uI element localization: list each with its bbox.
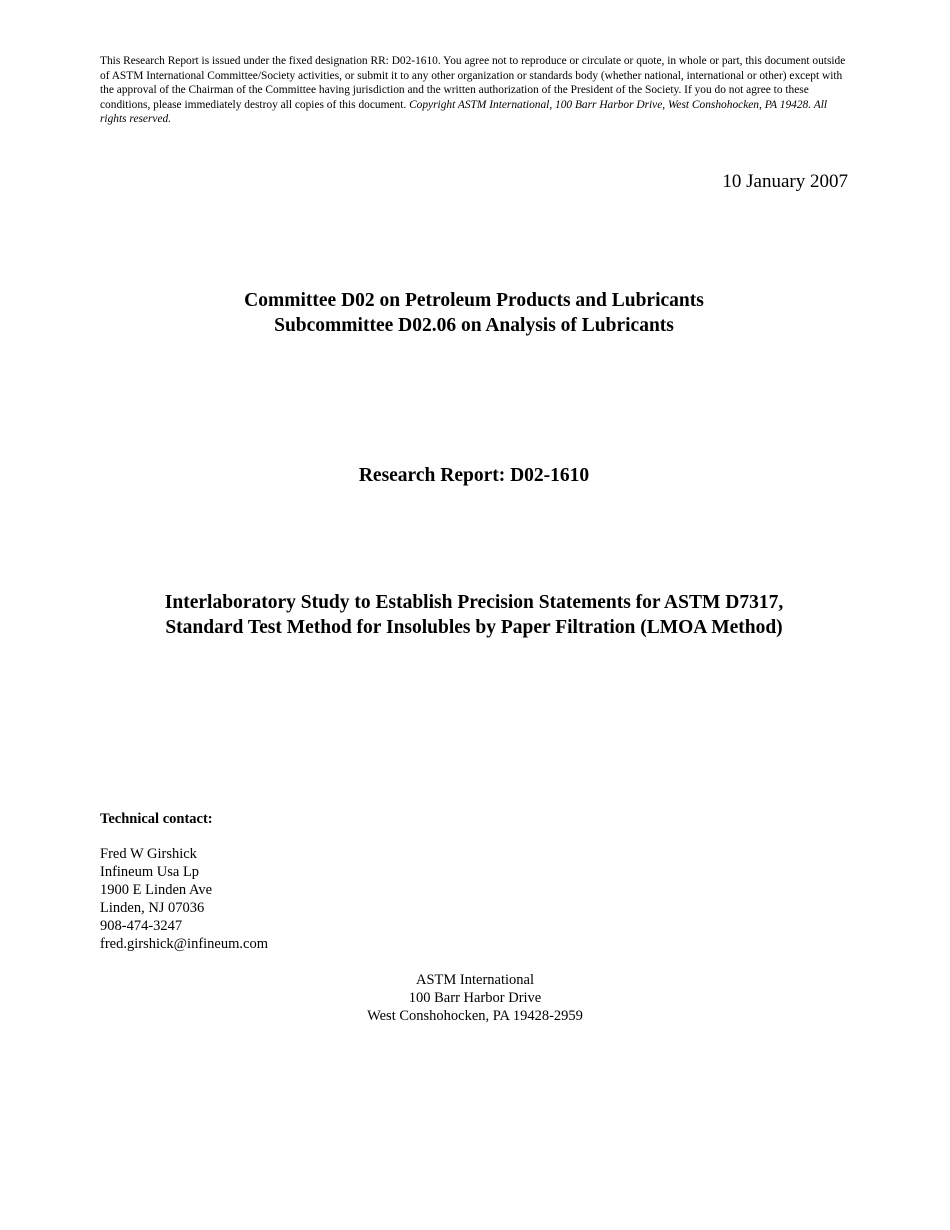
study-title-line-2: Standard Test Method for Insolubles by Paper Filtration (LMOA Method) xyxy=(165,617,783,638)
contact-company: Infineum Usa Lp xyxy=(100,864,200,880)
technical-contact-block xyxy=(100,845,268,953)
subcommittee-name: Subcommittee D02.06 on Analysis of Lubricants xyxy=(274,315,674,336)
technical-contact-heading: Technical contact: xyxy=(100,811,213,827)
contact-phone: 908-474-3247 xyxy=(100,918,183,934)
study-title xyxy=(0,590,949,640)
contact-email: fred.girshick@infineum.com xyxy=(100,936,268,952)
copyright-notice xyxy=(100,54,850,127)
contact-street: 1900 E Linden Ave xyxy=(100,882,213,898)
address-city: West Conshohocken, PA 19428-2959 xyxy=(367,1008,583,1024)
notice-lead-text: This Research Report xyxy=(100,55,199,67)
address-org: ASTM International xyxy=(416,972,534,988)
study-title-line-1: Interlaboratory Study to Establish Precision Statements for ASTM D7317, xyxy=(164,592,784,613)
address-street: 100 Barr Harbor Drive xyxy=(408,990,542,1006)
research-report-id: Research Report: D02-1610 xyxy=(358,465,590,486)
committee-heading xyxy=(0,288,949,338)
committee-name: Committee D02 on Petroleum Products and Lubricants xyxy=(244,290,704,311)
notice-copyright-text: Copyright ASTM International, 100 Barr Harbor Drive, West Conshohocken, PA 19428. All rights reserved. xyxy=(100,98,828,125)
report-date: 10 January 2007 xyxy=(722,171,848,192)
contact-name: Fred W Girshick xyxy=(100,846,197,862)
contact-city: Linden, NJ 07036 xyxy=(100,900,205,916)
astm-address-block xyxy=(0,971,950,1025)
notice-body-text: is issued under the fixed designation RR: D02-1610. You agree not to reproduce or circulate or quote, in whole or part, this document outside of ASTM International Committee/Society activities, or submit it to any other organization or standards body (whether national, international or other) except with the approval of the Chairman of the Committee having jurisdiction and the written authorization of the President of the Society. If you do not agree to these conditions, please immediately destroy all copies of this document. xyxy=(100,55,846,111)
